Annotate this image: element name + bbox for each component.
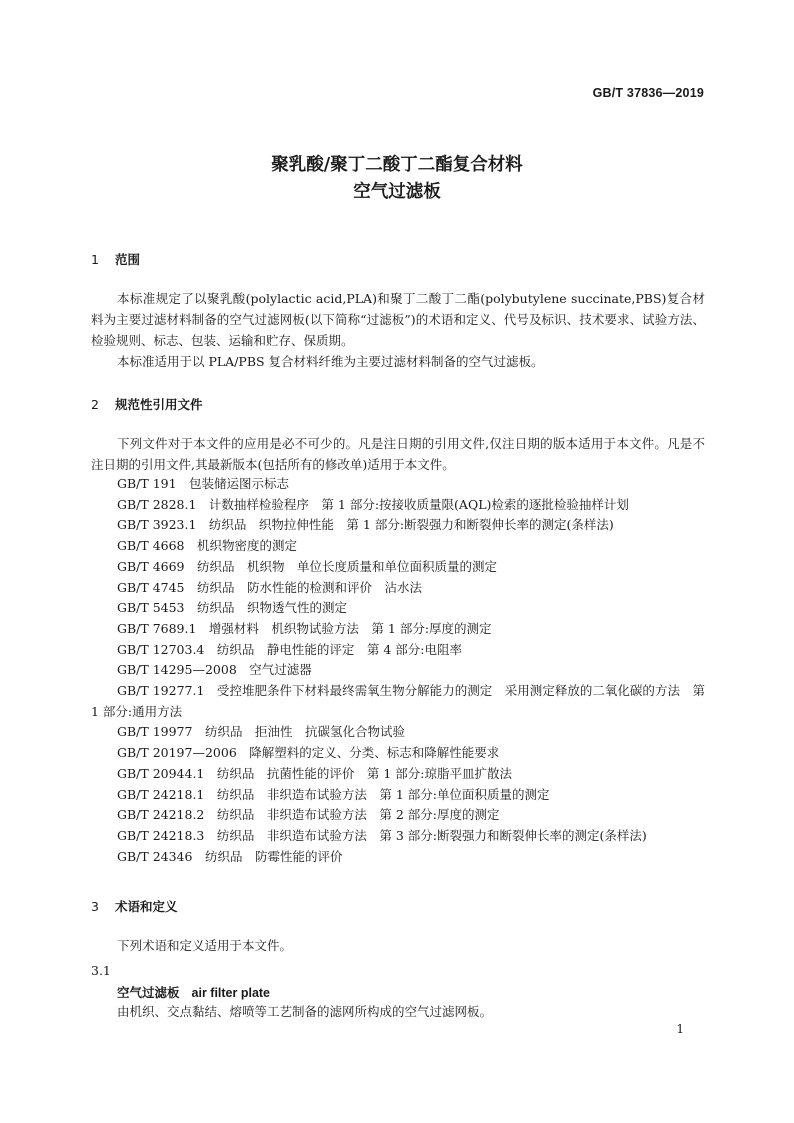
reference-item: GB/T 7689.1 增强材料 机织物试验方法 第 1 部分:厚度的测定 bbox=[117, 620, 492, 636]
reference-item: GB/T 4669 纺织品 机织物 单位长度质量和单位面积质量的测定 bbox=[117, 558, 498, 574]
reference-item: GB/T 14295—2008 空气过滤器 bbox=[117, 662, 312, 678]
page-number: 1 bbox=[676, 1022, 684, 1036]
reference-item: GB/T 4668 机织物密度的测定 bbox=[117, 538, 298, 554]
subsection-number: 3.1 bbox=[91, 963, 111, 978]
title-line-2: 空气过滤板 bbox=[353, 182, 441, 202]
reference-item: GB/T 4745 纺织品 防水性能的检测和评价 沾水法 bbox=[117, 579, 423, 595]
document-title bbox=[0, 152, 794, 206]
reference-item: GB/T 24218.2 纺织品 非织造布试验方法 第 2 部分:厚度的测定 bbox=[117, 807, 500, 823]
reference-item: GB/T 191 包装储运图示标志 bbox=[117, 476, 290, 491]
standard-code: GB/T 37836—2019 bbox=[592, 86, 704, 100]
section-title: 术语和定义 bbox=[115, 899, 178, 914]
term-entry bbox=[117, 983, 270, 1001]
section-number: 1 bbox=[91, 252, 99, 267]
section-1-heading bbox=[91, 250, 140, 268]
term-chinese: 空气过滤板 bbox=[117, 985, 180, 1000]
references-intro: 下列文件对于本文件的应用是必不可少的。凡是注日期的引用文件,仅注日期的版本适用于本文件。凡是不注日期的引用文件,其最新版本(包括所有的修改单)适用于本文件。 bbox=[91, 436, 705, 472]
reference-item: GB/T 19977 纺织品 拒油性 抗碳氢化合物试验 bbox=[117, 724, 405, 740]
section-number: 3 bbox=[91, 899, 99, 914]
reference-item: GB/T 19277.1 受控堆肥条件下材料最终需氧生物分解能力的测定 采用测定释放的二氧化碳的方法 第 1 部分:通用方法 bbox=[91, 683, 705, 719]
scope-paragraph-1: 本标准规定了以聚乳酸(polylactic acid,PLA)和聚丁二酸丁二酯(polybutylene succinate,PBS)复合材料为主要过滤材料制备的空气过滤网板(以下简称“过滤板”)的术语和定义、代号及标识、技术要求、试验方法、检验规则、标志、包装、运输和贮存、保质期。 bbox=[91, 291, 705, 348]
reference-item: GB/T 24346 纺织品 防霉性能的评价 bbox=[117, 848, 343, 864]
section-title: 规范性引用文件 bbox=[115, 397, 203, 412]
section-3-heading bbox=[91, 897, 178, 915]
term-definition: 由机织、交点黏结、熔喷等工艺制备的滤网所构成的空气过滤网板。 bbox=[117, 1004, 493, 1019]
section-title: 范围 bbox=[115, 252, 141, 267]
reference-list bbox=[91, 474, 705, 867]
reference-item: GB/T 24218.3 纺织品 非织造布试验方法 第 3 部分:断裂强力和断裂伸长率的测定(条样法) bbox=[117, 827, 647, 843]
reference-item: GB/T 3923.1 纺织品 织物拉伸性能 第 1 部分:断裂强力和断裂伸长率的测定(条样法) bbox=[117, 517, 614, 533]
scope-paragraph-2: 本标准适用于以 PLA/PBS 复合材料纤维为主要过滤材料制备的空气过滤板。 bbox=[117, 354, 544, 369]
reference-item: GB/T 5453 纺织品 织物透气性的测定 bbox=[117, 600, 348, 616]
reference-item: GB/T 12703.4 纺织品 静电性能的评定 第 4 部分:电阻率 bbox=[117, 641, 462, 657]
reference-item: GB/T 20197—2006 降解塑料的定义、分类、标志和降解性能要求 bbox=[117, 745, 500, 761]
title-line-1: 聚乳酸/聚丁二酸丁二酯复合材料 bbox=[271, 155, 523, 175]
term-english: air filter plate bbox=[191, 986, 271, 1000]
reference-item: GB/T 20944.1 纺织品 抗菌性能的评价 第 1 部分:琼脂平皿扩散法 bbox=[117, 765, 512, 781]
reference-item: GB/T 24218.1 纺织品 非织造布试验方法 第 1 部分:单位面积质量的测定 bbox=[117, 786, 550, 802]
reference-item: GB/T 2828.1 计数抽样检验程序 第 1 部分:按接收质量限(AQL)检索的逐批检验抽样计划 bbox=[117, 496, 629, 512]
section-number: 2 bbox=[91, 397, 99, 412]
section-2-heading bbox=[91, 395, 203, 413]
terms-intro: 下列术语和定义适用于本文件。 bbox=[117, 938, 293, 953]
